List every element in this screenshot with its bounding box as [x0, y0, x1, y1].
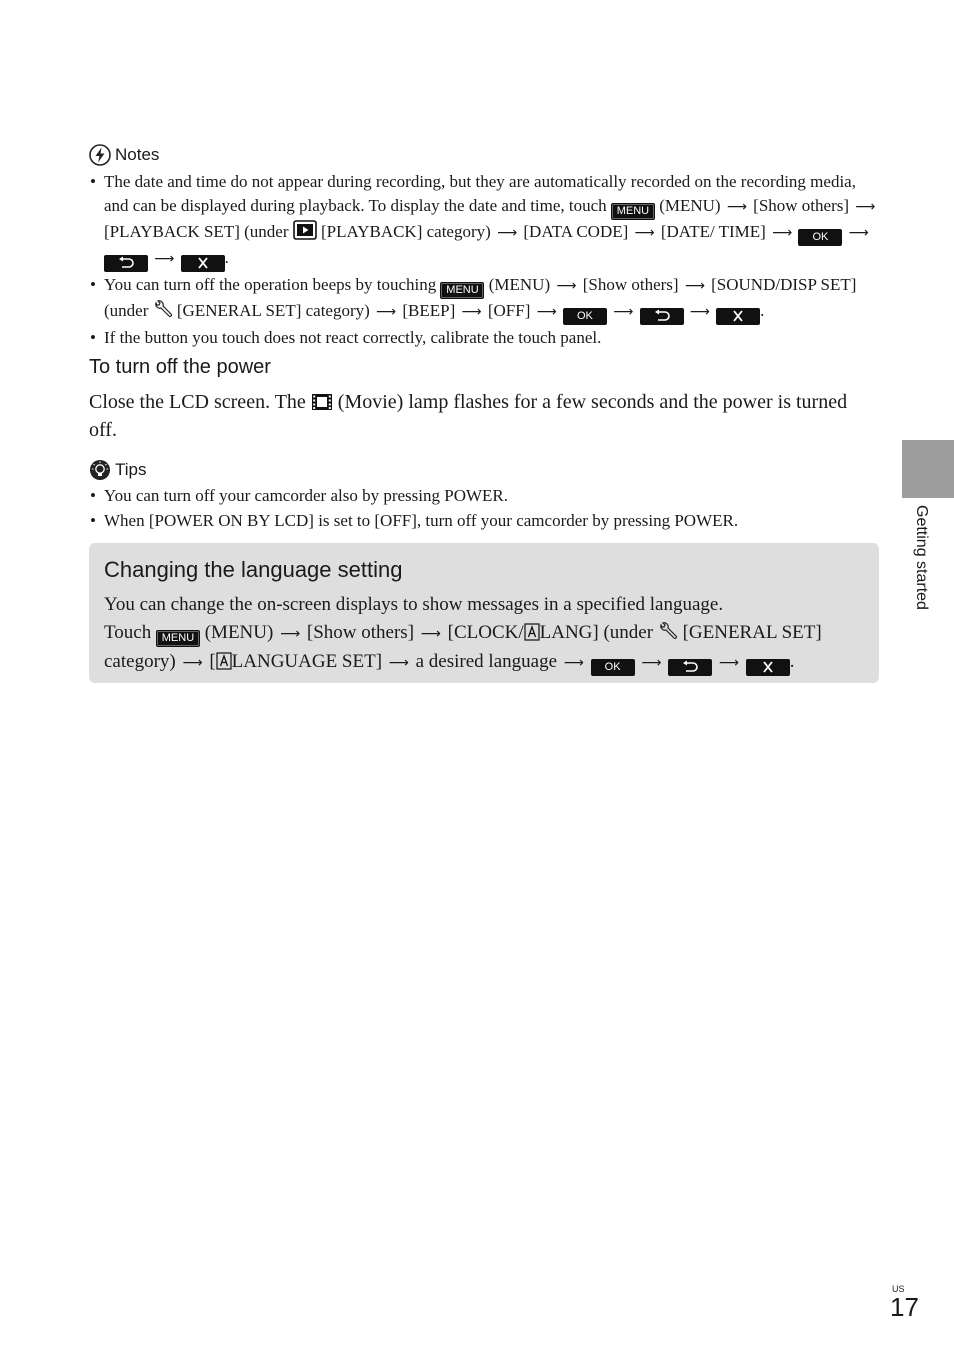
close-button-icon: [181, 255, 225, 272]
arrow-icon: ⟶: [848, 225, 869, 241]
arrow-icon: ⟶: [772, 225, 793, 241]
page-region: US: [892, 1284, 905, 1294]
arrow-icon: ⟶: [420, 626, 441, 642]
language-icon: [524, 623, 540, 641]
notes-item-2: • You can turn off the operation beeps by touching MENU (MENU) ⟶ [Show others] ⟶ [SOUND/DISP SET] (under [GENERAL SET] category) ⟶ [BEEP] ⟶ [OFF] ⟶ OK ⟶ ⟶ .: [89, 273, 879, 325]
page-number: 17: [890, 1292, 919, 1322]
arrow-icon: ⟶: [154, 251, 175, 267]
close-button-icon: [746, 659, 790, 676]
arrow-icon: ⟶: [388, 655, 409, 671]
arrow-icon: ⟶: [634, 225, 655, 241]
tips-item-2: • When [POWER ON BY LCD] is set to [OFF], turn off your camcorder by pressing POWER.: [89, 509, 879, 533]
return-button-icon: [668, 659, 712, 676]
notes-item-1: • The date and time do not appear during recording, but they are automatically recorded on the recording media, and can be displayed during playback. To display the date and time, touch MENU (MENU) ⟶ [Show others] ⟶ [PLAYBACK SET] (under [PLAYBACK] category) ⟶ [DATA CODE] ⟶ [DATE/ TIME] ⟶ OK ⟶ ⟶ .: [89, 170, 879, 272]
close-button-icon: [716, 308, 760, 325]
arrow-icon: ⟶: [855, 199, 876, 215]
arrow-icon: ⟶: [641, 655, 662, 671]
lightbulb-icon: [89, 459, 111, 481]
chapter-tab: [902, 440, 954, 498]
playback-icon: [293, 220, 317, 240]
arrow-icon: ⟶: [689, 304, 710, 320]
tips-header: [89, 459, 147, 481]
tips-item-1: • You can turn off your camcorder also by pressing POWER.: [89, 484, 879, 508]
arrow-icon: ⟶: [461, 304, 482, 320]
ok-button-icon: OK: [563, 308, 607, 325]
arrow-icon: ⟶: [613, 304, 634, 320]
tips-list: [89, 484, 879, 534]
language-icon: [216, 652, 232, 670]
arrow-icon: ⟶: [718, 655, 739, 671]
arrow-icon: ⟶: [563, 655, 584, 671]
menu-button-icon: MENU: [611, 203, 655, 220]
arrow-icon: ⟶: [684, 278, 705, 294]
arrow-icon: ⟶: [497, 225, 518, 241]
wrench-icon: [658, 621, 678, 641]
notes-item-3: • If the button you touch does not react correctly, calibrate the touch panel.: [89, 326, 879, 350]
arrow-icon: ⟶: [726, 199, 747, 215]
wrench-icon: [153, 299, 173, 319]
return-button-icon: [104, 255, 148, 272]
menu-button-icon: MENU: [156, 630, 200, 647]
arrow-icon: ⟶: [182, 655, 203, 671]
language-heading: Changing the language setting: [104, 557, 403, 582]
chapter-tab-label: Getting started: [913, 505, 930, 610]
arrow-icon: ⟶: [536, 304, 557, 320]
return-button-icon: [640, 308, 684, 325]
arrow-icon: ⟶: [376, 304, 397, 320]
notes-title: Notes: [115, 145, 160, 164]
ok-button-icon: OK: [798, 229, 842, 246]
tips-title: Tips: [115, 460, 147, 479]
arrow-icon: ⟶: [556, 278, 577, 294]
power-paragraph: Close the LCD screen. The (Movie) lamp flashes for a few seconds and the power is turned off.: [89, 391, 848, 441]
arrow-icon: ⟶: [280, 626, 301, 642]
power-heading: To turn off the power: [89, 356, 271, 378]
language-text: You can change the on-screen displays to show messages in a specified language. Touch MENU (MENU) ⟶ [Show others] ⟶ [CLOCK/ LANG] (under [GENERAL SET] category) ⟶ [ LANGUAGE SET] ⟶ a desired language ⟶ OK ⟶ ⟶ .: [104, 591, 869, 677]
menu-button-icon: MENU: [440, 282, 484, 299]
movie-icon: [311, 393, 333, 411]
language-box: [89, 543, 879, 683]
ok-button-icon: OK: [591, 659, 635, 676]
notes-list: [89, 170, 879, 351]
notes-header: [89, 144, 159, 166]
notes-icon: [89, 144, 111, 166]
